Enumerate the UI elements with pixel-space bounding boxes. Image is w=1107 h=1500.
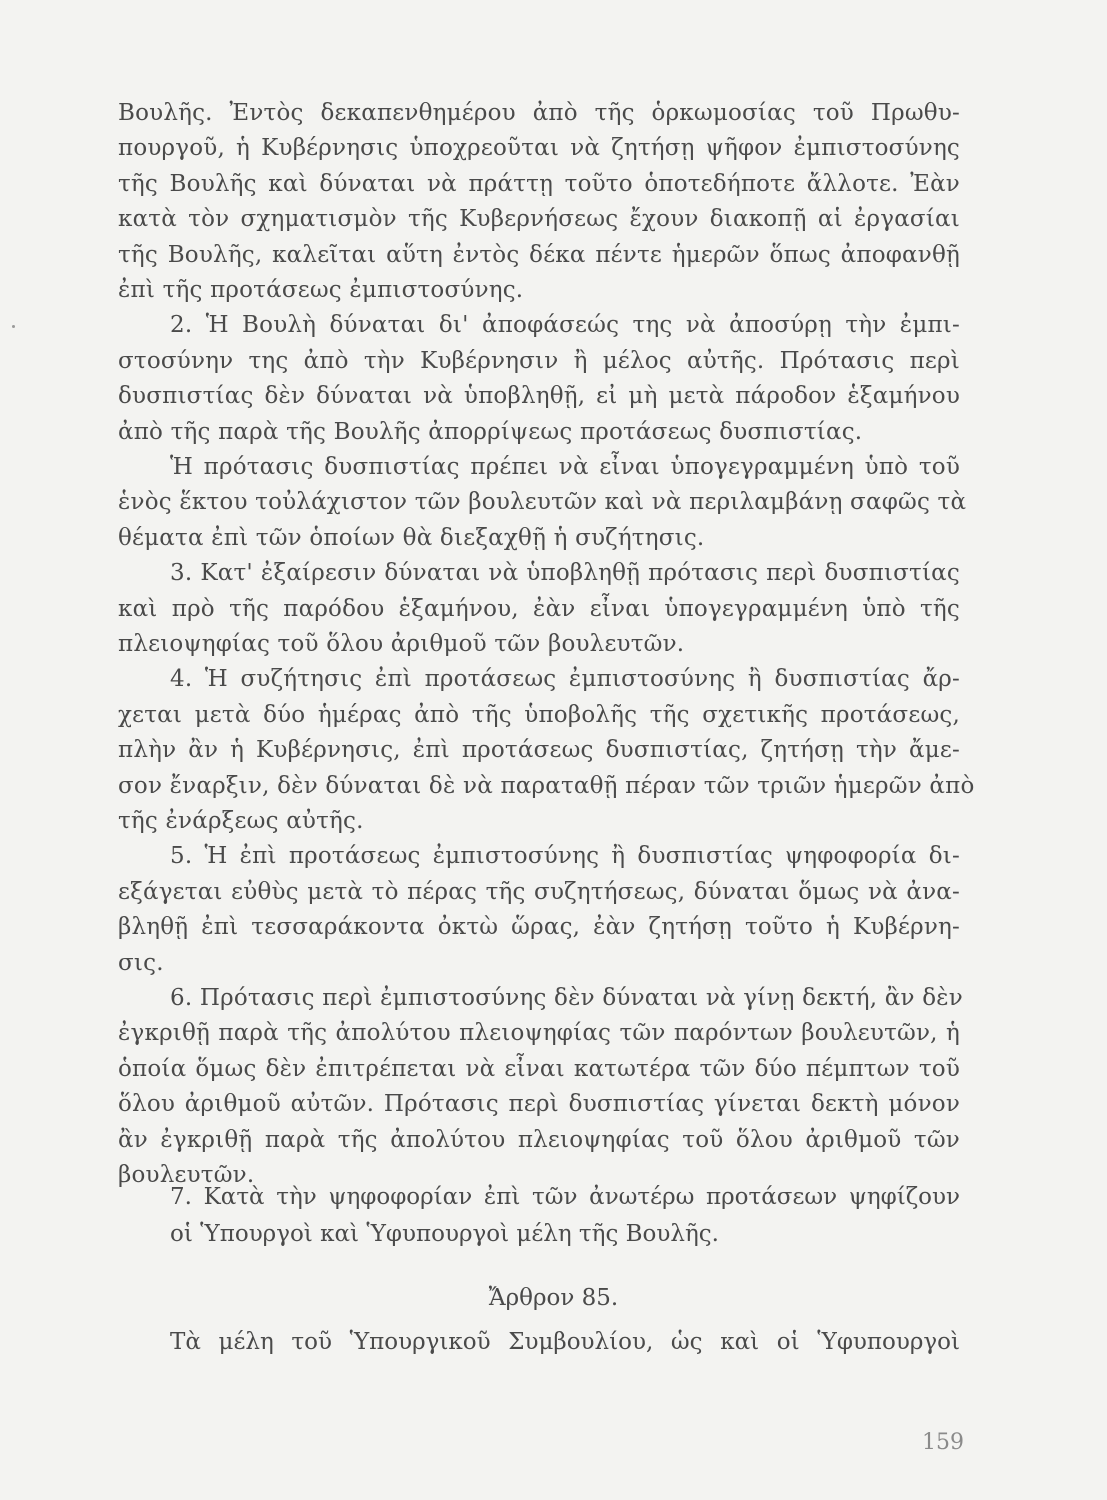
text-line: ὅλου ἀριθμοῦ αὐτῶν. Πρότασις περὶ δυσπιστίας γίνεται δεκτὴ μόνον bbox=[118, 1091, 960, 1117]
text-line: ἐπὶ τῆς προτάσεως ἐμπιστοσύνης. bbox=[118, 277, 524, 303]
text-line: ἐγκριθῇ παρὰ τῆς ἀπολύτου πλειοψηφίας τῶν παρόντων βουλευτῶν, ἡ bbox=[118, 1020, 960, 1046]
text-line: 3. Κατ' ἐξαίρεσιν δύναται νὰ ὑποβληθῇ πρότασις περὶ δυσπιστίας bbox=[170, 560, 960, 586]
page-number: 159 bbox=[922, 1430, 964, 1455]
article-heading: Ἄρθρον 85. bbox=[488, 1285, 619, 1311]
text-line: 2. Ἡ Βουλὴ δύναται δι' ἀποφάσεώς της νὰ ἀποσύρῃ τὴν ἐμπι- bbox=[170, 312, 960, 338]
text-line: θέματα ἐπὶ τῶν ὁποίων θὰ διεξαχθῇ ἡ συζήτησις. bbox=[118, 525, 705, 551]
text-line: ἑνὸς ἕκτου τοὐλάχιστον τῶν βουλευτῶν καὶ νὰ περιλαμβάνῃ σαφῶς τὰ bbox=[118, 489, 967, 515]
text-line: Τὰ μέλη τοῦ Ὑπουργικοῦ Συμβουλίου, ὡς καὶ οἱ Ὑφυπουργοὶ bbox=[170, 1329, 960, 1355]
text-line: εξάγεται εὐθὺς μετὰ τὸ πέρας τῆς συζητήσεως, δύναται ὅμως νὰ ἀνα- bbox=[118, 879, 960, 905]
text-line: τῆς Βουλῆς, καλεῖται αὕτη ἐντὸς δέκα πέντε ἡμερῶν ὅπως ἀποφανθῇ bbox=[118, 242, 960, 268]
text-line: βουλευτῶν. bbox=[118, 1162, 255, 1188]
text-line: τῆς Βουλῆς καὶ δύναται νὰ πράττῃ τοῦτο ὁποτεδήποτε ἄλλοτε. Ἐὰν bbox=[118, 171, 960, 197]
text-line: σον ἔναρξιν, δὲν δύναται δὲ νὰ παραταθῇ πέραν τῶν τριῶν ἡμερῶν ἀπὸ bbox=[118, 773, 975, 799]
text-line: 6. Πρότασις περὶ ἐμπιστοσύνης δὲν δύναται νὰ γίνῃ δεκτή, ἂν δὲν bbox=[170, 985, 963, 1011]
text-line: 5. Ἡ ἐπὶ προτάσεως ἐμπιστοσύνης ἢ δυσπιστίας ψηφοφορία δι- bbox=[170, 843, 960, 869]
text-line: σις. bbox=[118, 950, 164, 976]
text-line: Βουλῆς. Ἐντὸς δεκαπενθημέρου ἀπὸ τῆς ὁρκωμοσίας τοῦ Πρωθυ- bbox=[118, 100, 960, 126]
text-line: δυσπιστίας δὲν δύναται νὰ ὑποβληθῇ, εἰ μὴ μετὰ πάροδον ἑξαμήνου bbox=[118, 383, 960, 409]
text-line: πλειοψηφίας τοῦ ὅλου ἀριθμοῦ τῶν βουλευτῶν. bbox=[118, 631, 685, 657]
text-line: 7. Κατὰ τὴν ψηφοφορίαν ἐπὶ τῶν ἀνωτέρω προτάσεων ψηφίζουν bbox=[170, 1184, 960, 1210]
text-line: χεται μετὰ δύο ἡμέρας ἀπὸ τῆς ὑποβολῆς τῆς σχετικῆς προτάσεως, bbox=[118, 702, 960, 728]
text-line: 4. Ἡ συζήτησις ἐπὶ προτάσεως ἐμπιστοσύνης ἢ δυσπιστίας ἄρ- bbox=[170, 666, 960, 692]
text-line: βληθῇ ἐπὶ τεσσαράκοντα ὀκτὼ ὥρας, ἐὰν ζητήσῃ τοῦτο ἡ Κυβέρνη- bbox=[118, 914, 960, 940]
text-line: στοσύνην της ἀπὸ τὴν Κυβέρνησιν ἢ μέλος αὐτῆς. Πρότασις περὶ bbox=[118, 348, 960, 374]
text-line: οἱ Ὑπουργοὶ καὶ Ὑφυπουργοὶ μέλη τῆς Βουλῆς. bbox=[170, 1221, 719, 1247]
text-line: καὶ πρὸ τῆς παρόδου ἑξαμήνου, ἐὰν εἶναι ὑπογεγραμμένη ὑπὸ τῆς bbox=[118, 596, 960, 622]
text-line: ὁποία ὅμως δὲν ἐπιτρέπεται νὰ εἶναι κατωτέρα τῶν δύο πέμπτων τοῦ bbox=[118, 1056, 960, 1082]
scan-speck bbox=[12, 325, 15, 328]
text-line: πλὴν ἂν ἡ Κυβέρνησις, ἐπὶ προτάσεως δυσπιστίας, ζητήσῃ τὴν ἄμε- bbox=[118, 737, 960, 763]
text-line: ἂν ἐγκριθῇ παρὰ τῆς ἀπολύτου πλειοψηφίας τοῦ ὅλου ἀριθμοῦ τῶν bbox=[118, 1127, 960, 1153]
text-line: κατὰ τὸν σχηματισμὸν τῆς Κυβερνήσεως ἔχουν διακοπῇ αἱ ἐργασίαι bbox=[118, 206, 960, 232]
text-line: τῆς ἐνάρξεως αὐτῆς. bbox=[118, 808, 364, 834]
text-line: Ἡ πρότασις δυσπιστίας πρέπει νὰ εἶναι ὑπογεγραμμένη ὑπὸ τοῦ bbox=[170, 454, 960, 480]
text-line: πουργοῦ, ἡ Κυβέρνησις ὑποχρεοῦται νὰ ζητήσῃ ψῆφον ἐμπιστοσύνης bbox=[118, 135, 960, 161]
text-line: ἀπὸ τῆς παρὰ τῆς Βουλῆς ἀπορρίψεως προτάσεως δυσπιστίας. bbox=[118, 419, 863, 445]
